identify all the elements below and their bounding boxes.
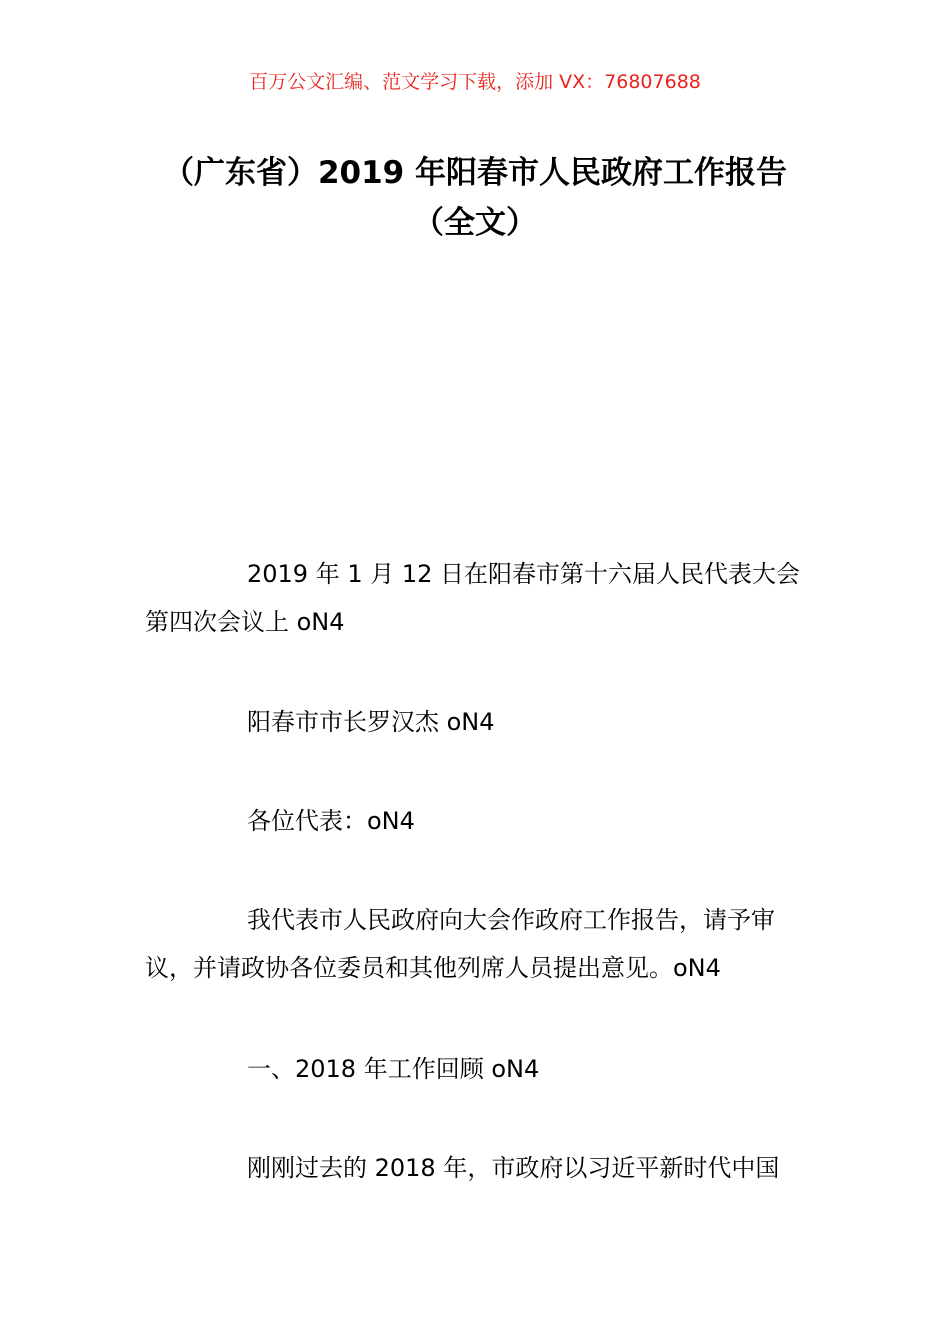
paragraph-meeting-date: 2019 年 1 月 12 日在阳春市第十六届人民代表大会第四次会议上 oN4 [145,560,801,636]
paragraph-intro: 我代表市人民政府向大会作政府工作报告，请予审议，并请政协各位委员和其他列席人员提出意见。oN4 [145,906,775,982]
section-heading-review: 一、2018 年工作回顾 oN4 [247,1055,540,1083]
document-title: （广东省）2019 年阳春市人民政府工作报告（全文） [162,155,788,241]
paragraph-salutation: 各位代表：oN4 [247,807,415,835]
header-watermark-note: 百万公文汇编、范文学习下载，添加 VX：76807688 [249,71,701,93]
paragraph-mayor: 阳春市市长罗汉杰 oN4 [247,708,495,736]
paragraph-review-start: 刚刚过去的 2018 年，市政府以习近平新时代中国 [247,1154,780,1182]
